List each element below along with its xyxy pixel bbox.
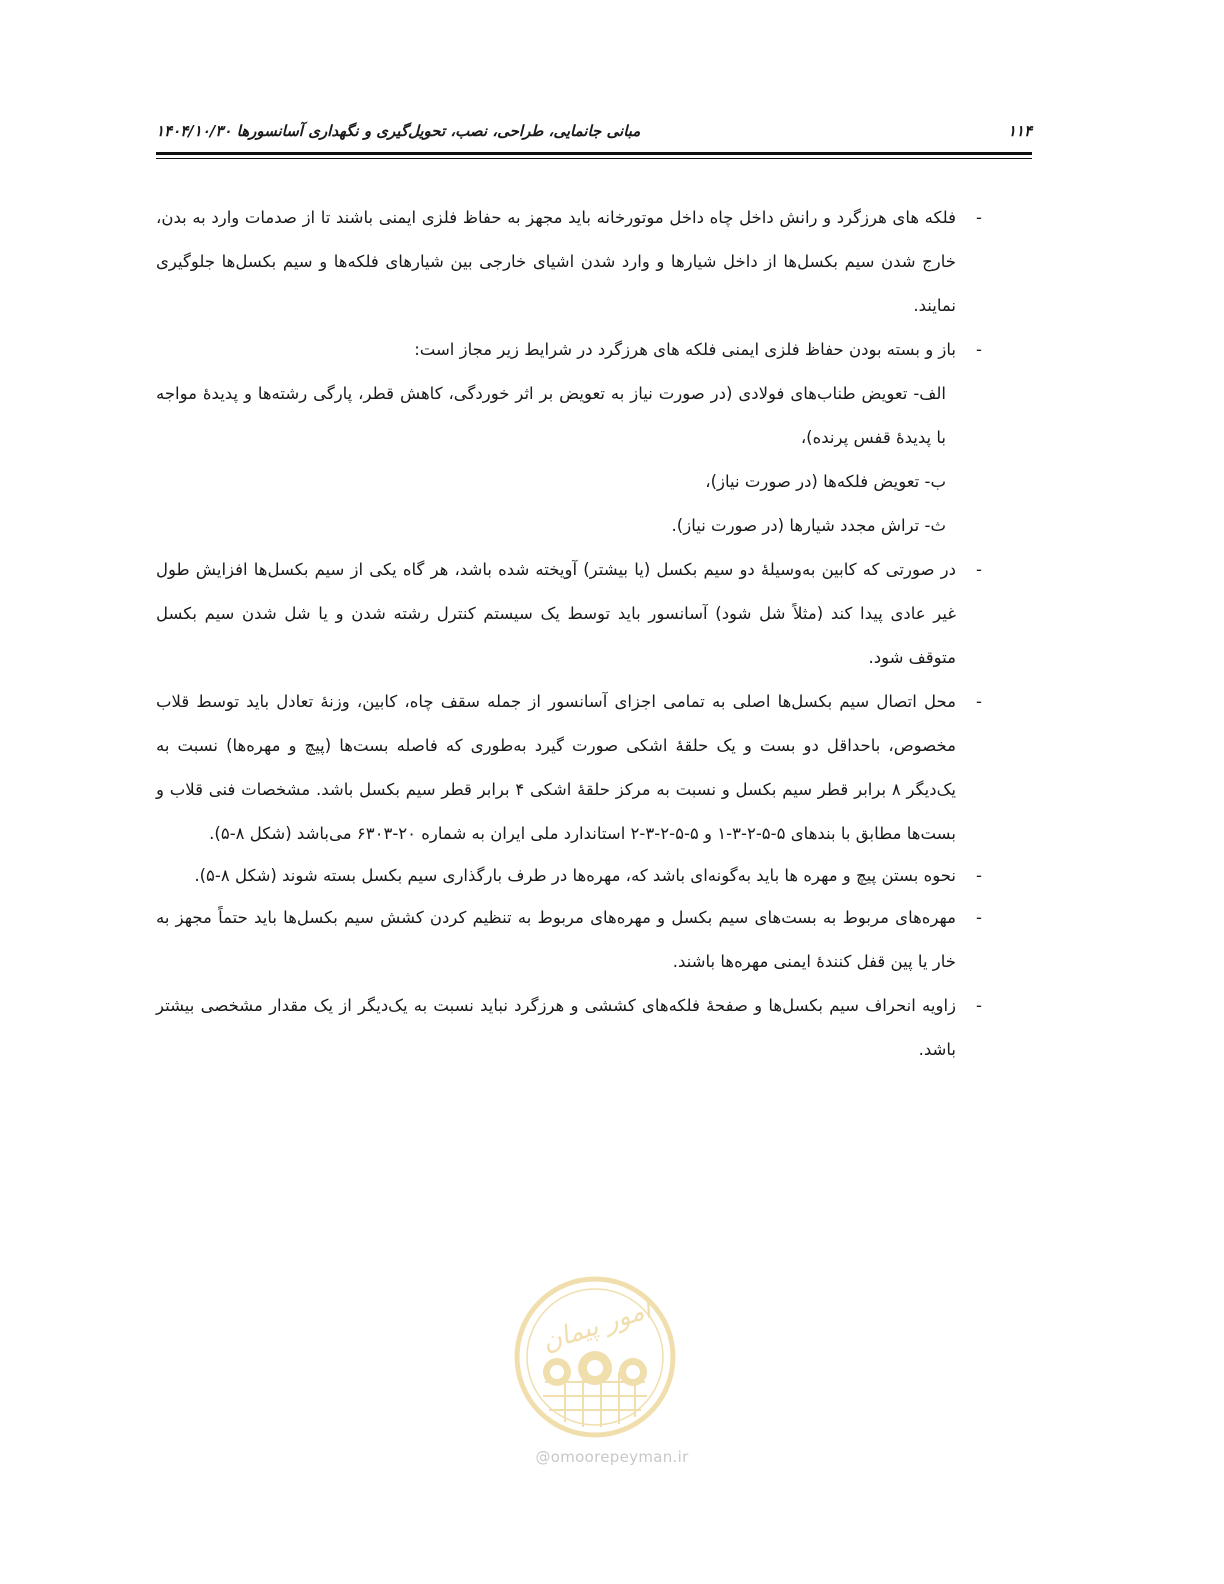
bullet-dash: - (976, 208, 982, 227)
bullet-dash: - (976, 692, 982, 711)
sub-item: الف- تعویض طناب‌های فولادی (در صورت نیاز به تعویض بر اثر خوردگی، کاهش قطر، پارگی رشته‌ها و پدیدهٔ مواجه با پدیدهٔ قفس پرنده)، (156, 384, 946, 447)
main-content (156, 196, 986, 1072)
item-text: باز و بسته بودن حفاظ فلزی ایمنی فلکه های هرزگرد در شرایط زیر مجاز است: (414, 340, 956, 359)
watermark-at-icon: @ (535, 1448, 551, 1466)
list-item (156, 856, 986, 896)
list-item (156, 548, 986, 680)
watermark-url: @omoorepeyman.ir (535, 1448, 689, 1466)
page-number: ۱۱۴ (1007, 122, 1032, 140)
bullet-dash: - (976, 340, 982, 359)
header-rule-thick (156, 152, 1032, 155)
list-item (156, 196, 986, 328)
list-item (156, 896, 986, 984)
logo-emblem-icon (505, 1272, 685, 1442)
list-item (156, 680, 986, 856)
header-rule-thin (156, 158, 1032, 159)
item-text: زاویه انحراف سیم بکسل‌ها و صفحهٔ فلکه‌های کششی و هرزگرد نباید نسبت به یک‌دیگر از یک مقدار مشخصی بیشتر باشد. (156, 996, 956, 1059)
list-item (156, 984, 986, 1072)
bullet-dash: - (976, 996, 982, 1015)
bullet-dash: - (976, 908, 982, 927)
bullet-dash: - (976, 866, 982, 885)
running-title: مبانی جانمایی، طراحی، نصب، تحویل‌گیری و نگهداری آسانسورها ۱۴۰۴/۱۰/۳۰ (156, 122, 641, 140)
item-text: نحوه بستن پیچ و مهره ها باید به‌گونه‌ای باشد که، مهره‌ها در طرف بارگذاری سیم بکسل بسته شوند (شکل ۸-۵). (194, 866, 956, 885)
svg-text:امور پیمان: امور پیمان (538, 1294, 655, 1358)
item-text: فلکه های هرزگرد و رانش داخل چاه داخل موتورخانه باید مجهز به حفاظ فلزی ایمنی باشند تا از صدمات وارد به بدن، خارج شدن سیم بکسل‌ها از داخل شیارها و وارد شدن اشیای خارجی بین شیارهای فلکه‌ها و سیم بکسل‌ها جلوگیری نمایند. (156, 208, 956, 315)
list-item (156, 328, 986, 372)
watermark-logo (505, 1272, 685, 1502)
sub-item: ث- تراش مجدد شیارها (در صورت نیاز). (671, 516, 946, 535)
item-text: محل اتصال سیم بکسل‌ها اصلی به تمامی اجزای آسانسور از جمله سقف چاه، کابین، وزنهٔ تعادل باید توسط قلاب مخصوص، باحداقل دو بست و یک حلقهٔ اشکی صورت گیرد به‌طوری که فاصله بست‌ها (پیچ و مهره‌ها) نسبت به یک‌دیگر ۸ برابر قطر سیم بکسل و نسبت به مرکز حلقهٔ اشکی ۴ برابر قطر سیم بکسل باشد. مشخصات فنی قلاب و بست‌ها مطابق با بندهای ۵-۵-۲-۳-۱ و ۵-۵-۲-۳-۲ استاندارد ملی ایران به شماره ۲۰-۶۳۰۳ می‌باشد (شکل ۸-۵). (156, 692, 956, 843)
item-text: در صورتی که کابین به‌وسیلهٔ دو سیم بکسل (یا بیشتر) آویخته شده باشد، هر گاه یکی از سیم بکسل‌ها افزایش طول غیر عادی پیدا کند (مثلاً شل شود) آسانسور باید توسط یک سیستم کنترل رشته شدن و یا شل شدن سیم بکسل متوقف شود. (156, 560, 956, 667)
item-text: مهره‌های مربوط به بست‌های سیم بکسل و مهره‌های مربوط به تنظیم کردن کشش سیم بکسل‌ها باید حتماً مجهز به خار یا پین قفل کنندهٔ ایمنی مهره‌ها باشند. (156, 908, 956, 971)
page-header (156, 112, 1032, 160)
bullet-dash: - (976, 560, 982, 579)
sub-item: ب- تعویض فلکه‌ها (در صورت نیاز)، (705, 472, 946, 491)
